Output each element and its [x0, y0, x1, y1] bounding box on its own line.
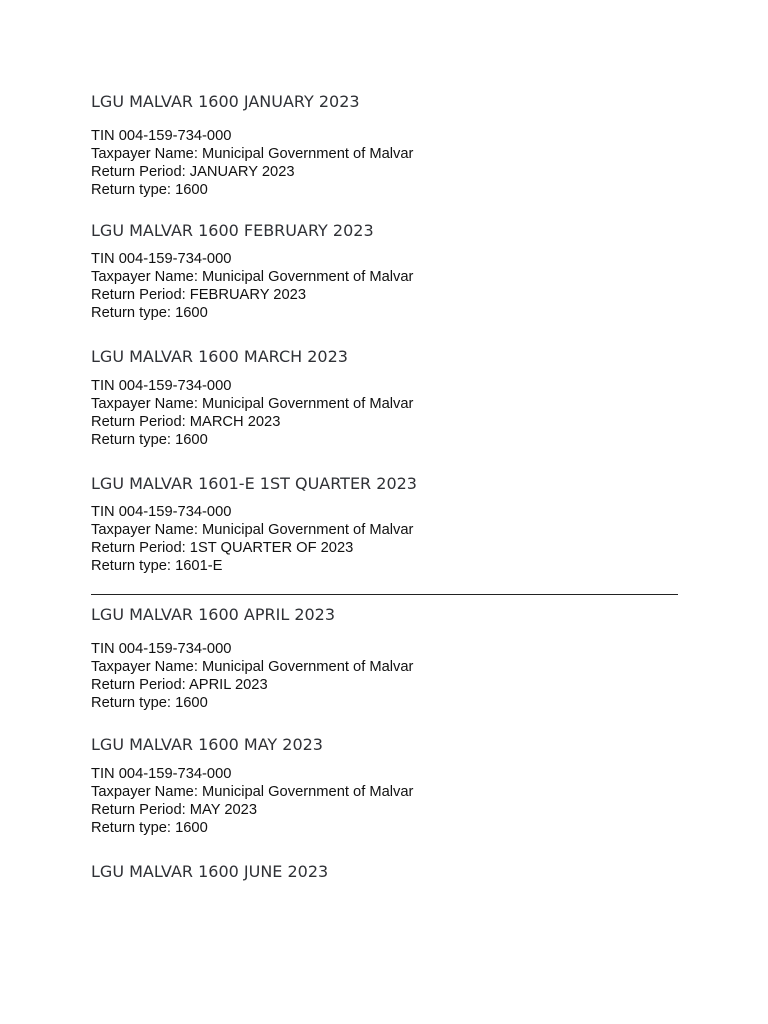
entry-title: LGU MALVAR 1600 FEBRUARY 2023 [91, 221, 374, 240]
entry-title: LGU MALVAR 1600 JUNE 2023 [91, 862, 329, 881]
return-period-line: Return Period: MARCH 2023 [91, 414, 281, 430]
tin-line: TIN 004-159-734-000 [91, 766, 232, 782]
entry-body [91, 765, 678, 837]
taxpayer-line: Taxpayer Name: Municipal Government of Malvar [91, 659, 414, 675]
return-type-line: Return type: 1601-E [91, 558, 223, 574]
return-period-line: Return Period: 1ST QUARTER OF 2023 [91, 540, 354, 556]
return-period-line: Return Period: APRIL 2023 [91, 677, 268, 693]
taxpayer-line: Taxpayer Name: Municipal Government of Malvar [91, 396, 414, 412]
entry-march [91, 345, 678, 449]
entry-may [91, 733, 678, 837]
tin-line: TIN 004-159-734-000 [91, 251, 232, 267]
document-content [91, 90, 678, 884]
entry-february [91, 219, 678, 322]
entry-january [91, 90, 678, 199]
tin-line: TIN 004-159-734-000 [91, 641, 232, 657]
taxpayer-line: Taxpayer Name: Municipal Government of Malvar [91, 784, 414, 800]
entry-april [91, 603, 678, 712]
taxpayer-line: Taxpayer Name: Municipal Government of Malvar [91, 522, 414, 538]
return-type-line: Return type: 1600 [91, 432, 208, 448]
taxpayer-line: Taxpayer Name: Municipal Government of Malvar [91, 146, 414, 162]
return-period-line: Return Period: JANUARY 2023 [91, 164, 295, 180]
entry-1st-quarter [91, 472, 678, 575]
entry-title: LGU MALVAR 1600 APRIL 2023 [91, 605, 336, 624]
entry-body [91, 640, 678, 712]
tin-line: TIN 004-159-734-000 [91, 504, 232, 520]
entry-title: LGU MALVAR 1601-E 1ST QUARTER 2023 [91, 474, 417, 493]
entry-body [91, 127, 678, 199]
taxpayer-line: Taxpayer Name: Municipal Government of Malvar [91, 269, 414, 285]
return-type-line: Return type: 1600 [91, 695, 208, 711]
entry-body [91, 503, 678, 575]
entry-body [91, 377, 678, 449]
entry-title: LGU MALVAR 1600 MARCH 2023 [91, 347, 348, 366]
return-type-line: Return type: 1600 [91, 820, 208, 836]
entry-title: LGU MALVAR 1600 JANUARY 2023 [91, 92, 360, 111]
return-type-line: Return type: 1600 [91, 182, 208, 198]
tin-line: TIN 004-159-734-000 [91, 378, 232, 394]
entry-body [91, 250, 678, 322]
return-period-line: Return Period: MAY 2023 [91, 802, 258, 818]
entry-june [91, 860, 678, 884]
return-period-line: Return Period: FEBRUARY 2023 [91, 287, 306, 303]
entry-title: LGU MALVAR 1600 MAY 2023 [91, 735, 323, 754]
tin-line: TIN 004-159-734-000 [91, 128, 232, 144]
return-type-line: Return type: 1600 [91, 305, 208, 321]
section-divider [91, 594, 678, 595]
